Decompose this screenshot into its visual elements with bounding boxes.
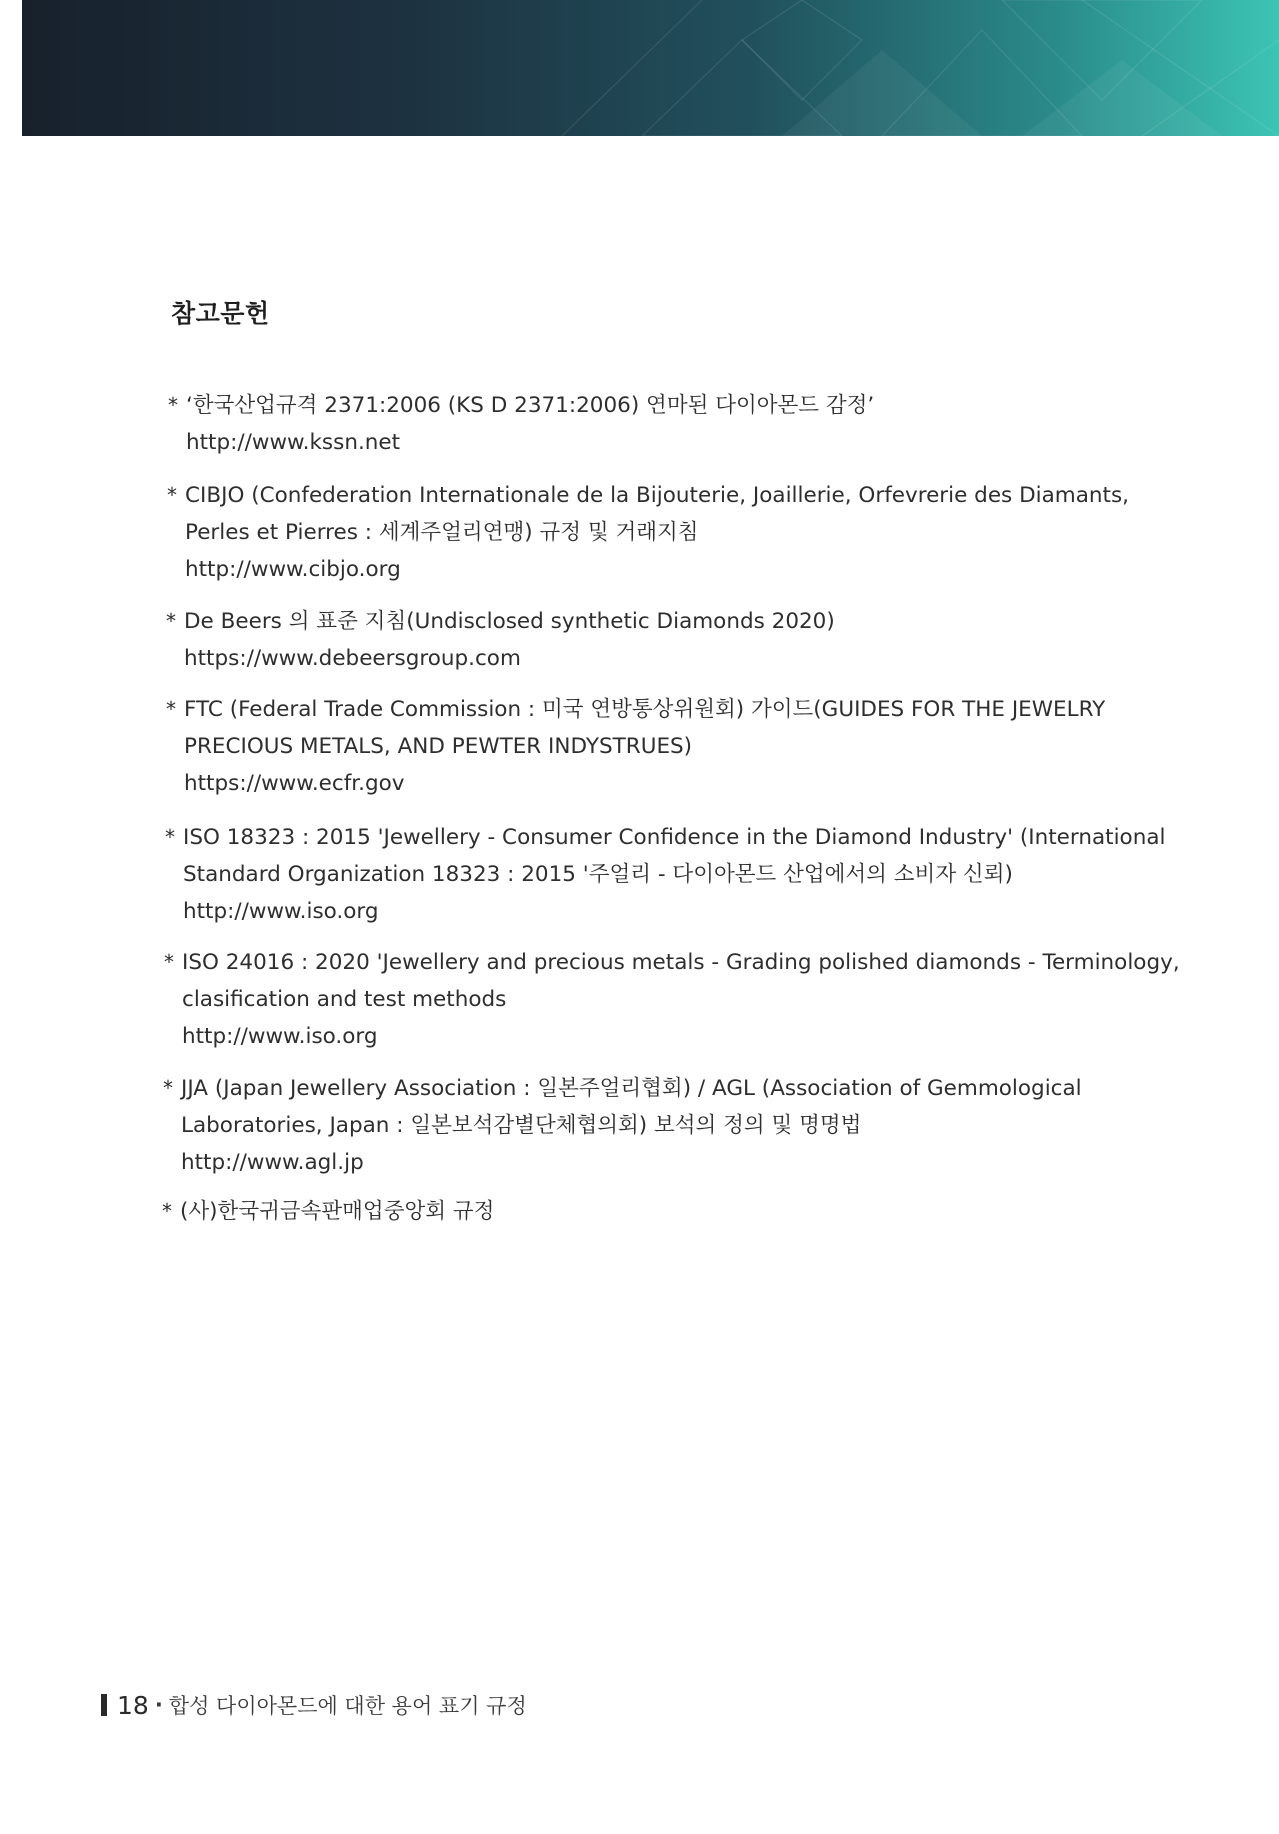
reference-item (167, 477, 1147, 588)
page-title: 참고문헌 (171, 299, 270, 328)
footer-separator: · (154, 1693, 163, 1717)
bullet: * (167, 483, 177, 507)
reference-text: Standard Organization 18323 : 2015 '주얼리 - 다이아몬드 산업에서의 소비자 신뢰) (183, 862, 1013, 887)
reference-item (168, 387, 1148, 461)
reference-line (164, 944, 1180, 981)
bullet: * (163, 1076, 173, 1100)
bullet: * (164, 950, 174, 974)
reference-line (166, 603, 1146, 640)
reference-text: CIBJO (Confederation Internationale de la Bijouterie, Joaillerie, Orfevrerie des Diamants, (185, 483, 1130, 508)
reference-line (163, 1070, 1143, 1107)
reference-item (166, 691, 1146, 802)
reference-url: http://www.iso.org (183, 899, 379, 924)
reference-text: clasification and test methods (182, 987, 507, 1012)
reference-item (164, 944, 1180, 1055)
reference-text: ISO 24016 : 2020 'Jewellery and precious metals - Grading polished diamonds - Terminology, (182, 950, 1180, 975)
reference-line (168, 387, 1148, 424)
bullet: * (162, 1199, 172, 1223)
page-number: 18 (117, 1690, 149, 1720)
bullet: * (166, 697, 176, 721)
bullet: * (166, 609, 176, 633)
reference-line (167, 477, 1147, 514)
reference-text: ‘한국산업규격 2371:2006 (KS D 2371:2006) 연마된 다이아몬드 감정’ (186, 393, 875, 418)
reference-line (162, 1193, 1142, 1230)
reference-item (163, 1070, 1143, 1181)
reference-text: PRECIOUS METALS, AND PEWTER INDYSTRUES) (184, 734, 693, 759)
book-title: 합성 다이아몬드에 대한 용어 표기 규정 (168, 1694, 527, 1718)
reference-url: http://www.agl.jp (181, 1150, 364, 1175)
reference-text: FTC (Federal Trade Commission : 미국 연방통상위원회) 가이드(GUIDES FOR THE JEWELRY (184, 697, 1106, 722)
reference-url: http://www.kssn.net (186, 430, 401, 455)
reference-text: (사)한국귀금속판매업중앙회 규정 (180, 1199, 495, 1224)
reference-item (165, 819, 1166, 930)
reference-text: Laboratories, Japan : 일본보석감별단체협의회) 보석의 정의 및 명명법 (181, 1113, 862, 1138)
bullet: * (168, 393, 178, 417)
reference-text: JJA (Japan Jewellery Association : 일본주얼리협회) / AGL (Association of Gemmological (181, 1076, 1082, 1101)
reference-item (162, 1193, 1142, 1230)
reference-url: https://www.debeersgroup.com (184, 646, 521, 671)
reference-url: http://www.iso.org (182, 1024, 378, 1049)
reference-line (166, 691, 1146, 728)
footer-bar (101, 1694, 107, 1716)
reference-line (165, 819, 1166, 856)
reference-url: https://www.ecfr.gov (184, 771, 405, 796)
reference-item (166, 603, 1146, 677)
reference-url: http://www.cibjo.org (185, 557, 401, 582)
reference-text: De Beers 의 표준 지침(Undisclosed synthetic Diamonds 2020) (184, 609, 835, 634)
page-footer (101, 1690, 527, 1720)
bullet: * (165, 825, 175, 849)
reference-text: ISO 18323 : 2015 'Jewellery - Consumer Confidence in the Diamond Industry' (International (183, 825, 1166, 850)
reference-text: Perles et Pierres : 세계주얼리연맹) 규정 및 거래지침 (185, 520, 699, 545)
